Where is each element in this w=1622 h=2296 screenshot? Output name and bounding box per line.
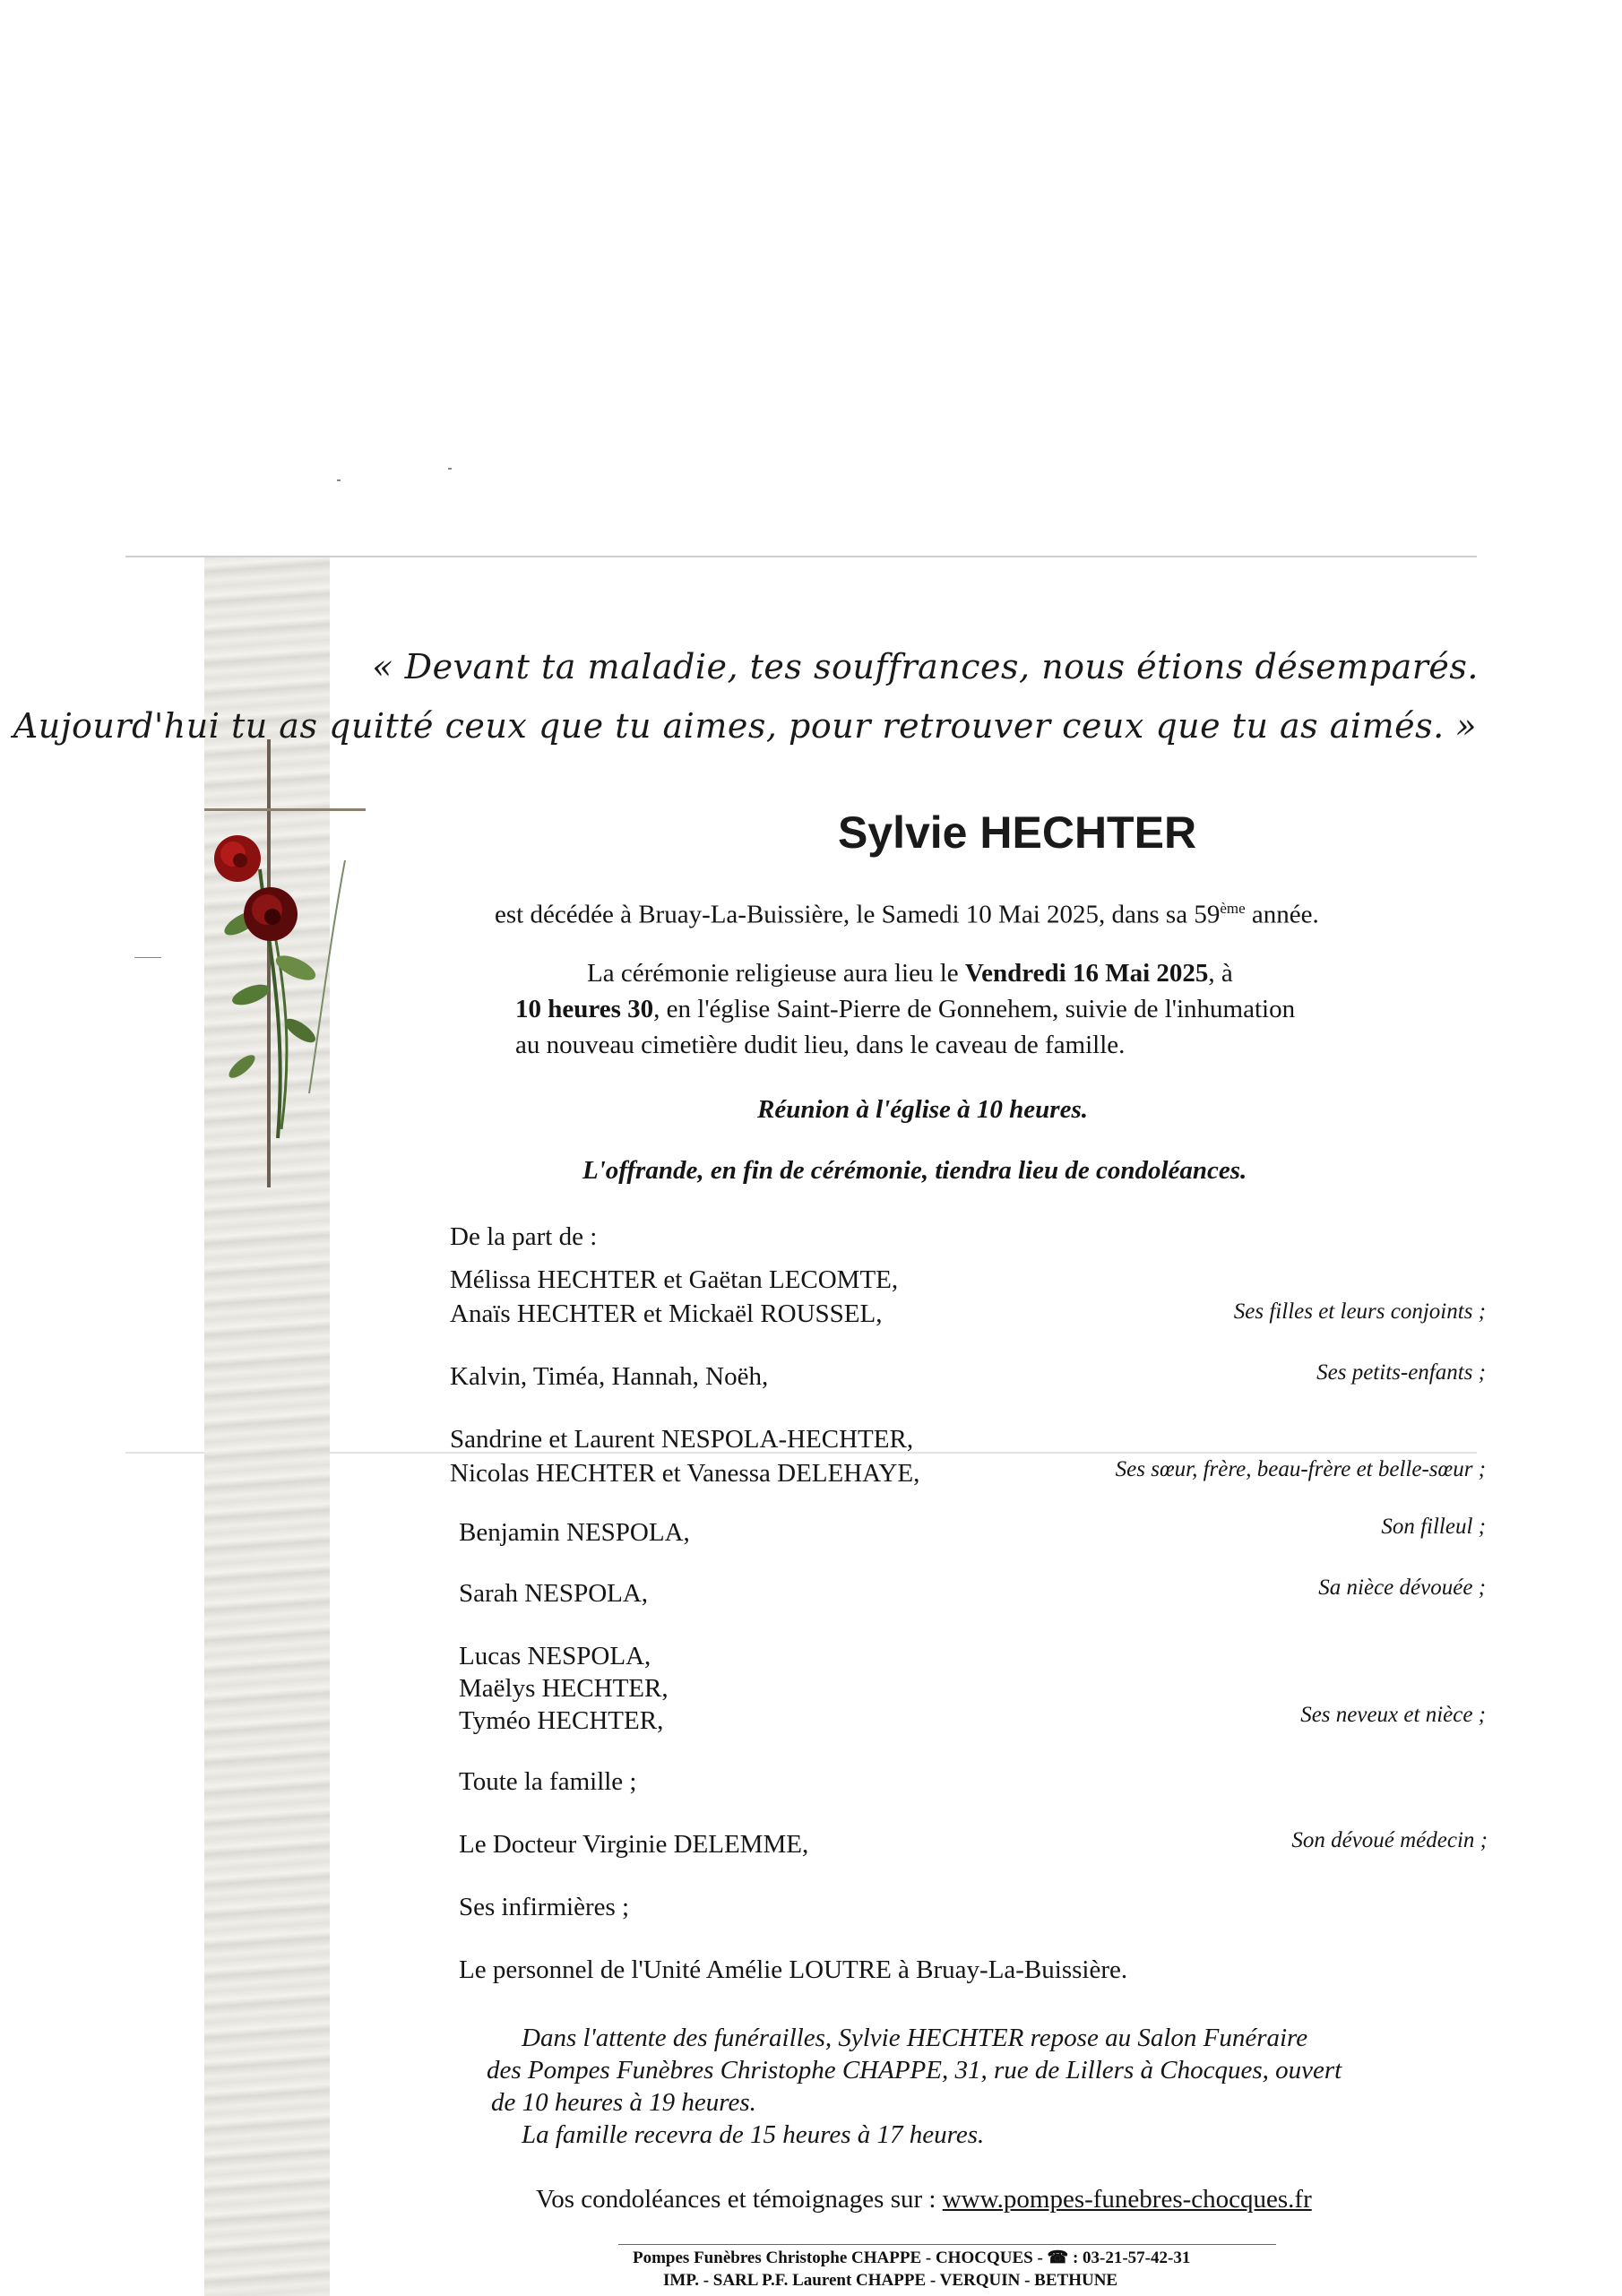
- funeral-home-line-1: Dans l'attente des funérailles, Sylvie HECHTER repose au Salon Funéraire: [522, 2024, 1308, 2052]
- family-name-line: Maëlys HECHTER,: [459, 1674, 669, 1703]
- quote-line-2: Aujourd'hui tu as quitté ceux que tu aimes, pour retrouver ceux que tu as aimés. »: [13, 706, 1477, 746]
- family-name-line: Mélissa HECHTER et Gaëtan LECOMTE,: [450, 1265, 899, 1294]
- meeting-notice: Réunion à l'église à 10 heures.: [757, 1095, 1088, 1124]
- family-relation: Ses filles et leurs conjoints ;: [1233, 1299, 1486, 1324]
- scan-speck: [337, 479, 341, 481]
- funeral-home-line-2: des Pompes Funèbres Christophe CHAPPE, 31, rue de Lillers à Chocques, ouvert: [487, 2056, 1342, 2085]
- offering-notice: L'offrande, en fin de cérémonie, tiendra lieu de condoléances.: [582, 1156, 1247, 1185]
- footer-divider: [618, 2244, 1276, 2245]
- funeral-home-line-4: La famille recevra de 15 heures à 17 heures.: [522, 2120, 985, 2149]
- family-name-line: Lucas NESPOLA,: [459, 1642, 651, 1670]
- family-name-line: Nicolas HECHTER et Vanessa DELEHAYE,: [450, 1459, 920, 1488]
- death-notice: est décédée à Bruay-La-Buissière, le Samedi 10 Mai 2025, dans sa 59ème année.: [495, 900, 1319, 929]
- family-relation: Ses sœur, frère, beau-frère et belle-sœur ;: [1115, 1457, 1486, 1481]
- family-relation: Sa nièce dévouée ;: [1318, 1575, 1486, 1600]
- ceremony-line-3: au nouveau cimetière dudit lieu, dans le caveau de famille.: [515, 1031, 1126, 1059]
- footer-line-2: IMP. - SARL P.F. Laurent CHAPPE - VERQUIN - BETHUNE: [663, 2271, 1118, 2290]
- quote-line-1: « Devant ta maladie, tes souffrances, nous étions désemparés.: [372, 647, 1479, 686]
- family-name-line: Toute la famille ;: [459, 1767, 637, 1796]
- family-name-line: Kalvin, Timéa, Hannah, Noëh,: [450, 1362, 769, 1391]
- scan-speck: [134, 957, 161, 958]
- ceremony-line-1: La cérémonie religieuse aura lieu le Vendredi 16 Mai 2025, à: [587, 959, 1233, 988]
- condolences-line: Vos condoléances et témoignages sur : www.pompes-funebres-chocques.fr: [536, 2185, 1312, 2214]
- footer-line-1: Pompes Funèbres Christophe CHAPPE - CHOCQUES - ☎ : 03-21-57-42-31: [633, 2249, 1191, 2267]
- deceased-name: Sylvie HECHTER: [837, 807, 1197, 858]
- family-relation: Ses petits-enfants ;: [1316, 1360, 1486, 1385]
- funeral-home-line-3: de 10 heures à 19 heures.: [491, 2088, 756, 2117]
- family-name-line: Sandrine et Laurent NESPOLA-HECHTER,: [450, 1425, 914, 1454]
- family-name-line: Ses infirmières ;: [459, 1893, 630, 1921]
- website-link[interactable]: www.pompes-funebres-chocques.fr: [942, 2185, 1312, 2214]
- family-name-line: Tyméo HECHTER,: [459, 1706, 664, 1735]
- family-name-line: Benjamin NESPOLA,: [459, 1518, 690, 1547]
- family-name-line: Anaïs HECHTER et Mickaël ROUSSEL,: [450, 1299, 883, 1328]
- family-name-line: Le Docteur Virginie DELEMME,: [459, 1830, 809, 1859]
- scan-speck: [448, 468, 452, 470]
- roses-illustration: [188, 824, 367, 1147]
- from-label: De la part de :: [450, 1222, 598, 1251]
- family-name-line: Sarah NESPOLA,: [459, 1579, 649, 1608]
- family-relation: Son filleul ;: [1381, 1515, 1486, 1539]
- ceremony-line-2: 10 heures 30, en l'église Saint-Pierre de Gonnehem, suivie de l'inhumation: [515, 995, 1296, 1023]
- family-relation: Ses neveux et nièce ;: [1300, 1703, 1486, 1727]
- family-name-line: Le personnel de l'Unité Amélie LOUTRE à Bruay-La-Buissière.: [459, 1955, 1128, 1984]
- family-relation: Son dévoué médecin ;: [1291, 1828, 1488, 1852]
